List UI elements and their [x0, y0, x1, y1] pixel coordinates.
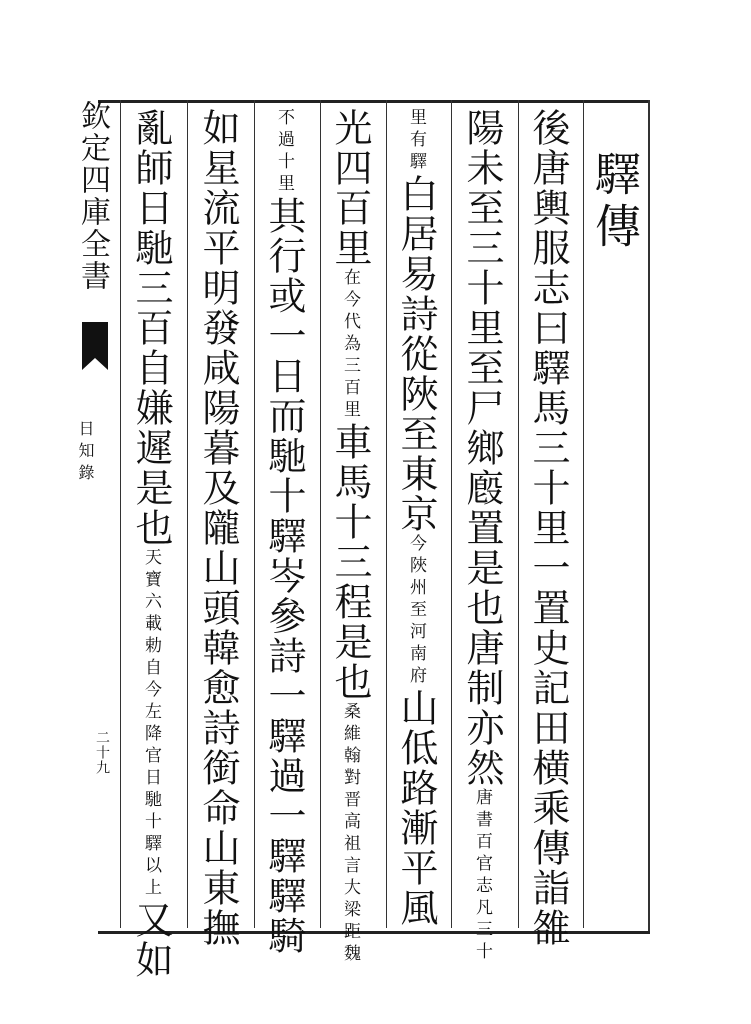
main-text: 光四百里: [328, 108, 372, 268]
column-rule: [518, 100, 519, 928]
folio-number: 二十九: [94, 730, 110, 775]
annotation-text: 唐書百官志凡三十: [472, 788, 492, 964]
main-text: 白居易詩從陜至東京: [394, 174, 438, 534]
annotation-text: 天寶六載勅自今左降官日馳十驛以上: [141, 548, 161, 900]
text-column: [526, 108, 570, 948]
section-title: 驛傳: [588, 150, 642, 254]
column-rule: [386, 100, 387, 928]
text-column: [262, 108, 306, 956]
text-column: [196, 108, 240, 948]
column-rule: [320, 100, 321, 928]
main-text: 山低路漸平風: [394, 688, 438, 928]
annotation-text: 在今代為三百里: [340, 268, 360, 422]
book-name-margin: 日知錄: [76, 420, 95, 486]
fishtail-mark: [82, 322, 108, 370]
annotation-text: 不過十里: [274, 108, 294, 196]
text-column: [460, 108, 504, 964]
annotation-text: 里有驛: [406, 108, 426, 174]
main-text: 車馬十三程是也: [328, 422, 372, 702]
column-rule: [583, 100, 584, 928]
main-text: 其行或一日而馳十驛岑參詩一驛過一驛驛騎: [262, 196, 306, 956]
main-text: 又如: [129, 900, 173, 980]
column-rule: [254, 100, 255, 928]
frame-right-border: [648, 100, 650, 931]
text-column: [394, 108, 438, 928]
column-rule: [187, 100, 188, 928]
main-text: 如星流平明發咸陽暮及隴山頭韓愈詩銜命山東撫: [196, 108, 240, 948]
main-text: 陽未至三十里至尸鄉廏置是也唐制亦然: [460, 108, 504, 788]
text-column: [328, 108, 372, 966]
annotation-text: 桑維翰對晋高祖言大梁距魏: [340, 702, 360, 966]
column-rule: [120, 100, 121, 928]
main-text: 後唐輿服志曰驛馬三十里一置史記田横乘傳詣雒: [526, 108, 570, 948]
column-rule: [451, 100, 452, 928]
main-text: 亂師日馳三百自嫌遲是也: [129, 108, 173, 548]
text-column: [129, 108, 173, 980]
book-title-margin: 欽定四庫全書: [75, 100, 110, 292]
annotation-text: 今陜州至河南府: [406, 534, 426, 688]
